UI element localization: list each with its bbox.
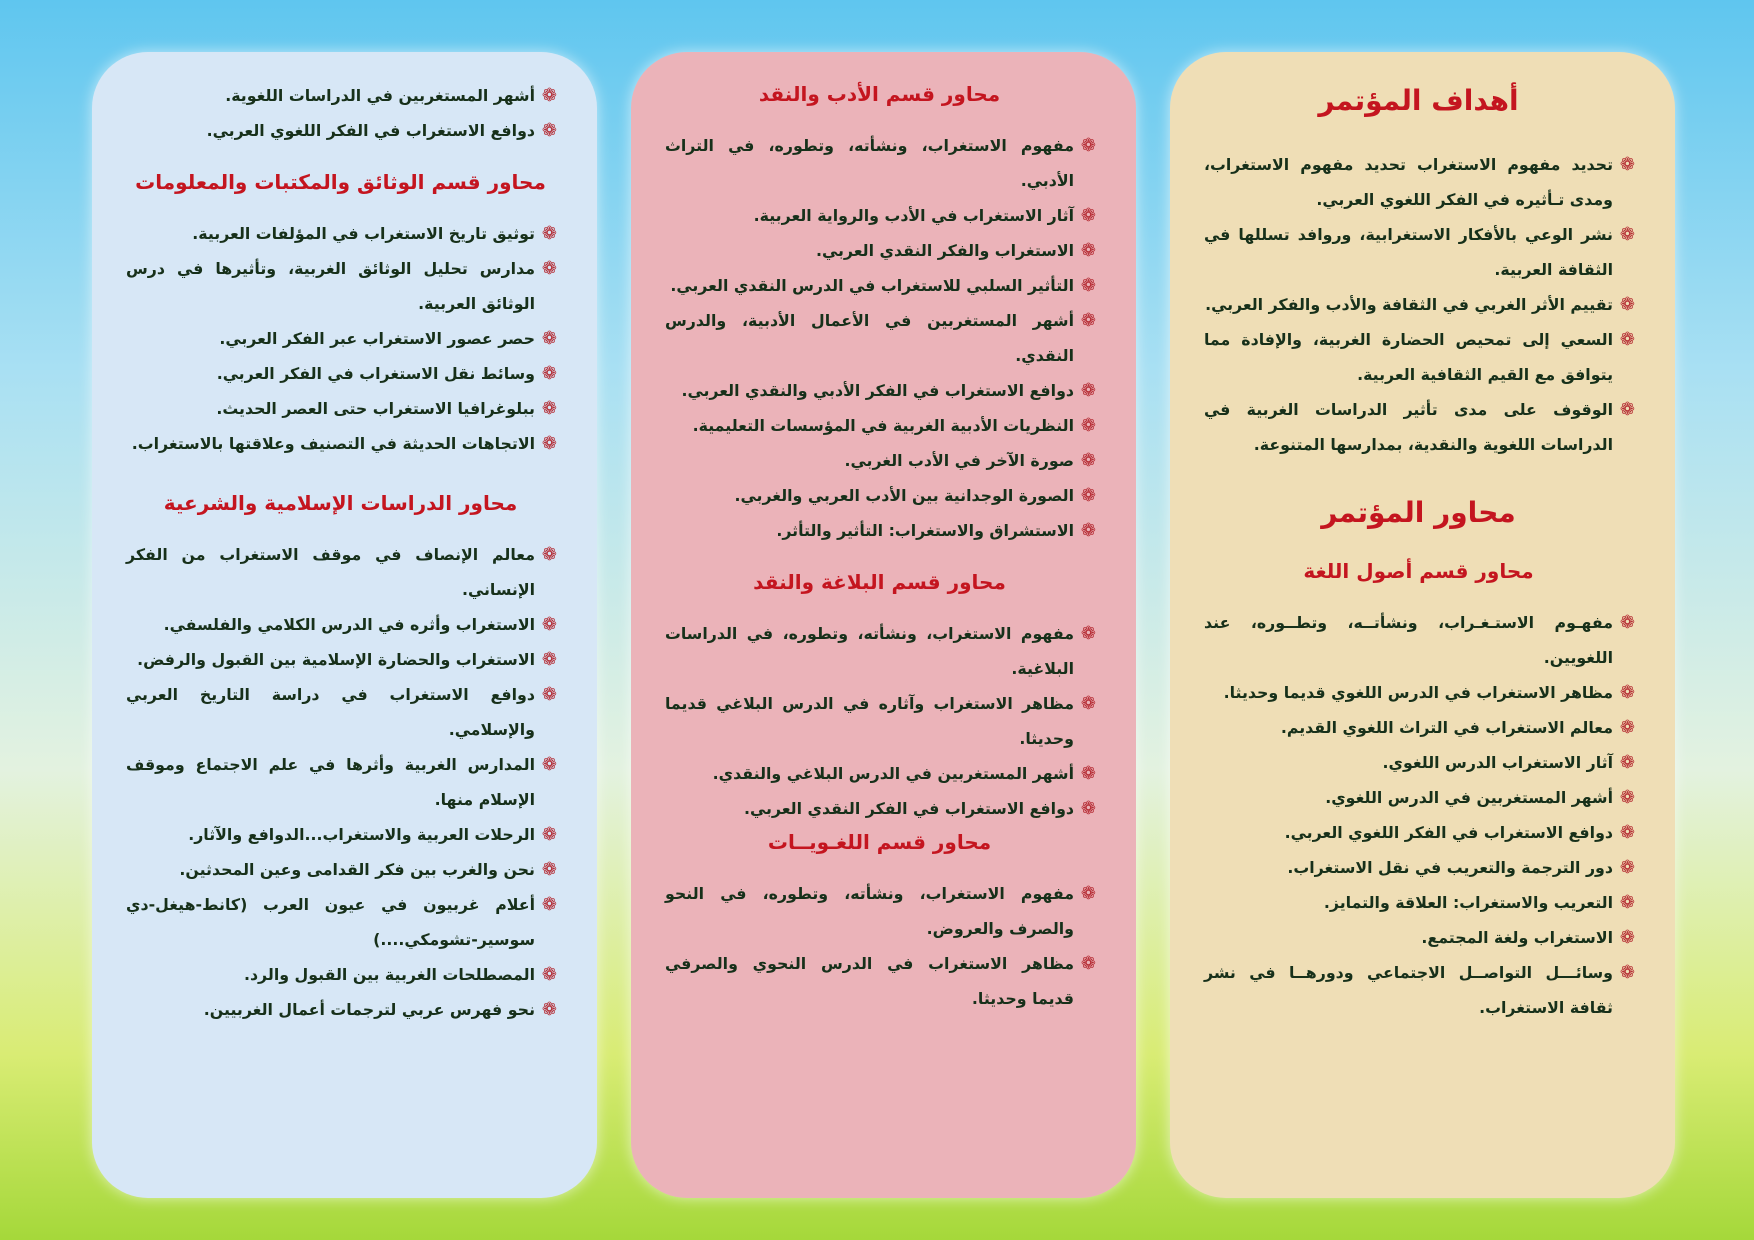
rhetoric-section-title: محاور قسم البلاغة والنقد <box>753 570 1006 594</box>
flower-bullet-icon: ❁ <box>541 999 557 1020</box>
list-item-text: مدارس تحليل الوثائق الغربية، وتأثيرها في درس الوثائق العربية. <box>126 259 535 313</box>
flower-bullet-icon: ❁ <box>541 433 557 454</box>
list-item <box>126 677 555 747</box>
list-item <box>665 616 1094 686</box>
right-column-panel <box>1170 52 1675 1198</box>
list-item <box>1204 217 1633 287</box>
flower-bullet-icon: ❁ <box>541 894 557 915</box>
list-item-text: حصر عصور الاستغراب عبر الفكر العربي. <box>219 329 535 348</box>
flower-bullet-icon: ❁ <box>1080 310 1096 331</box>
list-item <box>665 128 1094 198</box>
rhetoric-list <box>665 616 1094 826</box>
list-item <box>126 887 555 957</box>
flower-bullet-icon: ❁ <box>541 859 557 880</box>
language-section-title: محاور قسم أصول اللغة <box>1303 559 1534 583</box>
list-item-text: الرحلات العربية والاستغراب...الدوافع والآثار. <box>188 825 535 844</box>
list-item-text: مفهوم الاستغراب، ونشأته، وتطوره، في التراث الأدبي. <box>665 136 1074 190</box>
flower-bullet-icon: ❁ <box>1080 415 1096 436</box>
list-item <box>126 992 555 1027</box>
list-item <box>665 478 1094 513</box>
list-item <box>1204 710 1633 745</box>
list-item <box>1204 780 1633 815</box>
list-item-text: النظريات الأدبية الغربية في المؤسسات التعليمية. <box>692 416 1074 435</box>
list-item <box>665 408 1094 443</box>
list-item <box>1204 287 1633 322</box>
list-item <box>126 356 555 391</box>
list-item-text: أشهر المستغربين في الدرس اللغوي. <box>1325 788 1613 807</box>
list-item-text: التعريب والاستغراب: العلاقة والتمايز. <box>1323 893 1613 912</box>
flower-bullet-icon: ❁ <box>1619 822 1635 843</box>
flower-bullet-icon: ❁ <box>1080 693 1096 714</box>
list-item-text: الوقوف على مدى تأثير الدراسات الغربية في الدراسات اللغوية والنقدية، بمدارسها المتنوعة. <box>1204 400 1613 454</box>
list-item <box>126 957 555 992</box>
flower-bullet-icon: ❁ <box>1080 520 1096 541</box>
list-item-text: توثيق تاريخ الاستغراب في المؤلفات العربية. <box>192 224 535 243</box>
flower-bullet-icon: ❁ <box>1619 682 1635 703</box>
flower-bullet-icon: ❁ <box>1619 399 1635 420</box>
flower-bullet-icon: ❁ <box>1619 154 1635 175</box>
flower-bullet-icon: ❁ <box>541 649 557 670</box>
list-item-text: دوافع الاستغراب في الفكر اللغوي العربي. <box>1284 823 1613 842</box>
list-item-text: نحو فهرس عربي لترجمات أعمال الغربيين. <box>203 1000 535 1019</box>
flower-bullet-icon: ❁ <box>541 223 557 244</box>
islamic-section-title: محاور الدراسات الإسلامية والشرعية <box>163 491 518 515</box>
list-item <box>1204 675 1633 710</box>
list-item-text: الاستشراق والاستغراب: التأثير والتأثر. <box>776 521 1074 540</box>
list-item <box>1204 605 1633 675</box>
flower-bullet-icon: ❁ <box>1080 883 1096 904</box>
list-item <box>126 642 555 677</box>
list-item-text: نحن والغرب بين فكر القدامى وعين المحدثين. <box>179 860 535 879</box>
linguistics-section-title: محاور قسم اللغـويــات <box>767 830 992 854</box>
flower-bullet-icon: ❁ <box>1619 224 1635 245</box>
list-item-text: مظاهر الاستغراب وآثاره في الدرس البلاغي قديما وحديثا. <box>665 694 1074 748</box>
flower-bullet-icon: ❁ <box>1080 623 1096 644</box>
list-item <box>1204 815 1633 850</box>
list-item <box>665 373 1094 408</box>
flower-bullet-icon: ❁ <box>1080 380 1096 401</box>
list-item-text: مفهوم الاستغراب، ونشأته، وتطوره، في الدراسات البلاغية. <box>665 624 1074 678</box>
linguistics-list <box>665 876 1094 1016</box>
flower-bullet-icon: ❁ <box>1619 612 1635 633</box>
list-item <box>1204 745 1633 780</box>
middle-column-panel <box>631 52 1136 1198</box>
flower-bullet-icon: ❁ <box>541 328 557 349</box>
list-item <box>665 233 1094 268</box>
flower-bullet-icon: ❁ <box>541 824 557 845</box>
left-column-panel <box>92 52 597 1198</box>
list-item-text: أشهر المستغربين في الأعمال الأدبية، والدرس النقدي. <box>665 311 1074 365</box>
list-item-text: أشهر المستغربين في الدراسات اللغوية. <box>225 86 535 105</box>
list-item <box>665 876 1094 946</box>
flower-bullet-icon: ❁ <box>1619 717 1635 738</box>
list-item-text: وسائط نقل الاستغراب في الفكر العربي. <box>216 364 535 383</box>
list-item-text: وسائـــل التواصــل الاجتماعي ودورهــا في نشر ثقافة الاستغراب. <box>1204 963 1613 1017</box>
list-item-text: صورة الآخر في الأدب الغربي. <box>844 451 1074 470</box>
flower-bullet-icon: ❁ <box>541 754 557 775</box>
flower-bullet-icon: ❁ <box>1080 205 1096 226</box>
flower-bullet-icon: ❁ <box>1619 857 1635 878</box>
goals-title: أهداف المؤتمر <box>1318 84 1519 117</box>
list-item <box>665 513 1094 548</box>
islamic-list <box>126 537 555 1027</box>
list-item-text: أشهر المستغربين في الدرس البلاغي والنقدي. <box>712 764 1074 783</box>
list-item <box>126 78 555 113</box>
list-item-text: دوافع الاستغراب في دراسة التاريخ العربي والإسلامي. <box>126 685 535 739</box>
list-item <box>665 303 1094 373</box>
literature-list <box>665 128 1094 548</box>
flower-bullet-icon: ❁ <box>1080 953 1096 974</box>
list-item-text: تحديد مفهوم الاستغراب تحديد مفهوم الاستغراب، ومدى تـأثيره في الفكر اللغوي العربي. <box>1204 155 1613 209</box>
list-item-text: الاتجاهات الحديثة في التصنيف وعلاقتها بالاستغراب. <box>131 434 535 453</box>
list-item-text: السعي إلى تمحيص الحضارة الغربية، والإفادة مما يتوافق مع القيم الثقافية العربية. <box>1204 330 1613 384</box>
list-item <box>1204 147 1633 217</box>
list-item <box>126 391 555 426</box>
documents-list <box>126 216 555 461</box>
list-item-text: دوافع الاستغراب في الفكر اللغوي العربي. <box>206 121 535 140</box>
flower-bullet-icon: ❁ <box>1080 275 1096 296</box>
list-item <box>665 756 1094 791</box>
flower-bullet-icon: ❁ <box>1080 485 1096 506</box>
list-item-text: الاستغراب ولغة المجتمع. <box>1421 928 1613 947</box>
list-item-text: ببلوغرافيا الاستغراب حتى العصر الحديث. <box>216 399 535 418</box>
list-item <box>126 747 555 817</box>
list-item-text: نشر الوعي بالأفكار الاستغرابية، وروافد تسللها في الثقافة العربية. <box>1204 225 1613 279</box>
list-item <box>1204 885 1633 920</box>
list-item <box>1204 322 1633 392</box>
flower-bullet-icon: ❁ <box>541 544 557 565</box>
list-item <box>126 251 555 321</box>
list-item <box>126 537 555 607</box>
list-item-text: آثار الاستغراب الدرس اللغوي. <box>1382 753 1613 772</box>
flower-bullet-icon: ❁ <box>1619 329 1635 350</box>
list-item <box>126 321 555 356</box>
list-item <box>1204 850 1633 885</box>
list-item-text: التأثير السلبي للاستغراب في الدرس النقدي العربي. <box>670 276 1074 295</box>
flower-bullet-icon: ❁ <box>1080 798 1096 819</box>
flower-bullet-icon: ❁ <box>541 85 557 106</box>
list-item-text: مفهـوم الاستـغـراب، ونشأتــه، وتطــوره، عند اللغويين. <box>1204 613 1613 667</box>
list-item-text: أعلام غربيون في عيون العرب (كانط-هيغل-دي سوسير-تشومكي....) <box>126 895 535 949</box>
language-list <box>1204 605 1633 1025</box>
flower-bullet-icon: ❁ <box>1080 763 1096 784</box>
list-item-text: الاستغراب والفكر النقدي العربي. <box>815 241 1074 260</box>
goals-list <box>1204 147 1633 462</box>
list-item <box>665 791 1094 826</box>
list-item <box>126 817 555 852</box>
flower-bullet-icon: ❁ <box>1619 787 1635 808</box>
list-item <box>126 607 555 642</box>
list-item-text: المدارس الغربية وأثرها في علم الاجتماع وموقف الإسلام منها. <box>126 755 535 809</box>
flower-bullet-icon: ❁ <box>1619 962 1635 983</box>
list-item <box>126 852 555 887</box>
list-item-text: آثار الاستغراب في الأدب والرواية العربية. <box>753 206 1074 225</box>
literature-section-title: محاور قسم الأدب والنقد <box>758 82 1001 106</box>
flower-bullet-icon: ❁ <box>541 964 557 985</box>
list-item <box>665 198 1094 233</box>
list-item <box>665 443 1094 478</box>
list-item-text: مظاهر الاستغراب في الدرس اللغوي قديما وحديثا. <box>1223 683 1613 702</box>
flower-bullet-icon: ❁ <box>541 684 557 705</box>
flower-bullet-icon: ❁ <box>541 398 557 419</box>
list-item-text: معالم الإنصاف في موقف الاستغراب من الفكر الإنساني. <box>126 545 535 599</box>
list-item <box>126 426 555 461</box>
list-item-text: دوافع الاستغراب في الفكر النقدي العربي. <box>744 799 1074 818</box>
list-item-text: المصطلحات الغربية بين القبول والرد. <box>243 965 535 984</box>
list-item-text: تقييم الأثر الغربي في الثقافة والأدب والفكر العربي. <box>1205 295 1613 314</box>
flower-bullet-icon: ❁ <box>1619 892 1635 913</box>
flower-bullet-icon: ❁ <box>1080 450 1096 471</box>
list-item <box>665 686 1094 756</box>
flower-bullet-icon: ❁ <box>1619 294 1635 315</box>
flower-bullet-icon: ❁ <box>541 258 557 279</box>
list-item-text: دوافع الاستغراب في الفكر الأدبي والنقدي العربي. <box>681 381 1074 400</box>
flower-bullet-icon: ❁ <box>541 614 557 635</box>
list-item <box>665 268 1094 303</box>
flower-bullet-icon: ❁ <box>1619 927 1635 948</box>
documents-section-title: محاور قسم الوثائق والمكتبات والمعلومات <box>135 170 546 194</box>
flower-bullet-icon: ❁ <box>1080 240 1096 261</box>
axes-title: محاور المؤتمر <box>1321 496 1516 529</box>
list-item <box>1204 920 1633 955</box>
list-item-text: الاستغراب وأثره في الدرس الكلامي والفلسفي. <box>163 615 535 634</box>
list-item-text: مفهوم الاستغراب، ونشأته، وتطوره، في النحو والصرف والعروض. <box>665 884 1074 938</box>
left-top-list <box>126 78 555 148</box>
list-item <box>665 946 1094 1016</box>
flower-bullet-icon: ❁ <box>1619 752 1635 773</box>
list-item <box>126 113 555 148</box>
flower-bullet-icon: ❁ <box>1080 135 1096 156</box>
list-item <box>1204 392 1633 462</box>
list-item <box>1204 955 1633 1025</box>
list-item-text: دور الترجمة والتعريب في نقل الاستغراب. <box>1287 858 1613 877</box>
list-item <box>126 216 555 251</box>
flower-bullet-icon: ❁ <box>541 363 557 384</box>
list-item-text: معالم الاستغراب في التراث اللغوي القديم. <box>1280 718 1613 737</box>
list-item-text: مظاهر الاستغراب في الدرس النحوي والصرفي قديما وحديثا. <box>665 954 1074 1008</box>
list-item-text: الصورة الوجدانية بين الأدب العربي والغربي. <box>734 486 1074 505</box>
list-item-text: الاستغراب والحضارة الإسلامية بين القبول والرفض. <box>137 650 535 669</box>
flower-bullet-icon: ❁ <box>541 120 557 141</box>
